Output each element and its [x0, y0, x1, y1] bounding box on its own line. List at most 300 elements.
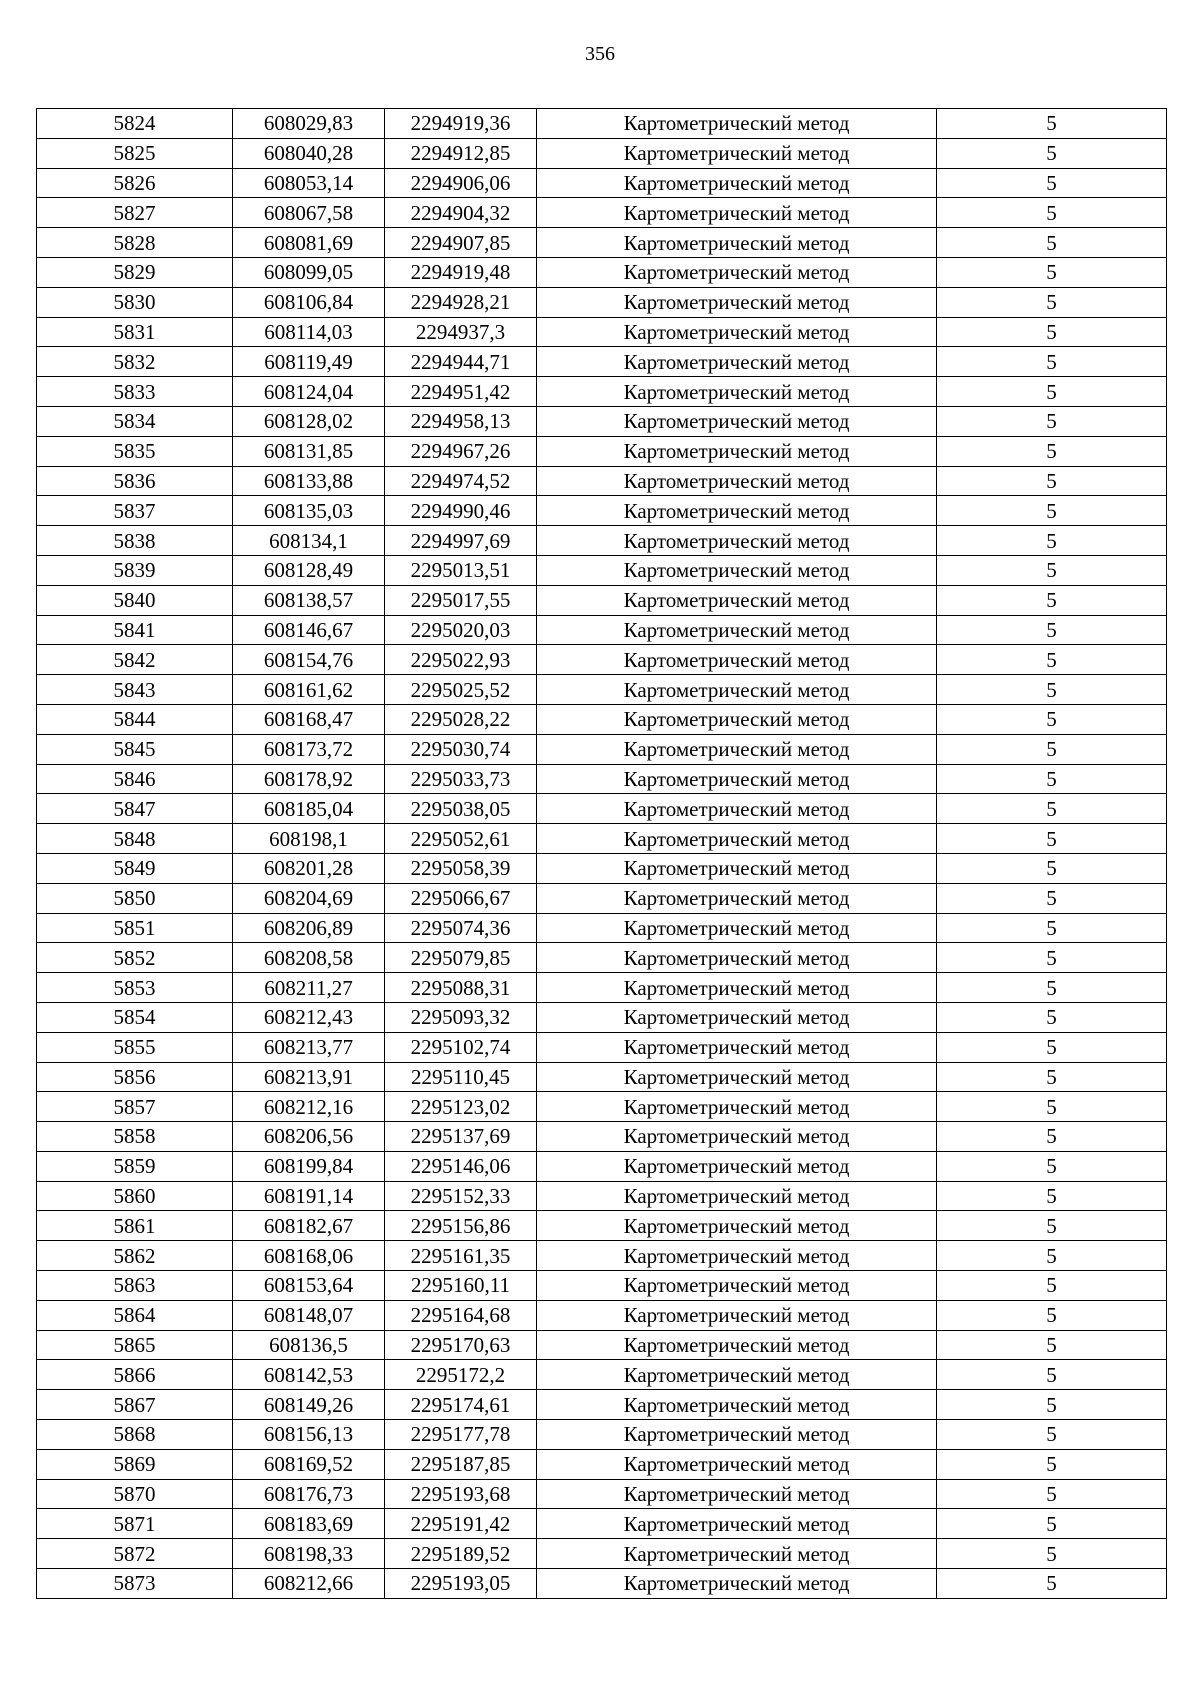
x-coordinate-cell: 608183,69 [233, 1509, 385, 1539]
accuracy-cell: 5 [937, 853, 1167, 883]
accuracy-cell: 5 [937, 1360, 1167, 1390]
table-row [37, 943, 1167, 973]
point-number-cell: 5873 [37, 1569, 233, 1599]
point-number-cell: 5869 [37, 1449, 233, 1479]
x-coordinate-cell: 608128,49 [233, 555, 385, 585]
point-number-cell: 5861 [37, 1211, 233, 1241]
page-number: 356 [585, 43, 615, 65]
x-coordinate-cell: 608191,14 [233, 1181, 385, 1211]
coordinates-table-body [37, 109, 1167, 1599]
method-cell: Картометрический метод [537, 1360, 937, 1390]
x-coordinate-cell: 608081,69 [233, 228, 385, 258]
x-coordinate-cell: 608206,56 [233, 1122, 385, 1152]
point-number-cell: 5834 [37, 406, 233, 436]
method-cell: Картометрический метод [537, 824, 937, 854]
point-number-cell: 5826 [37, 168, 233, 198]
point-number-cell: 5836 [37, 466, 233, 496]
x-coordinate-cell: 608154,76 [233, 645, 385, 675]
point-number-cell: 5853 [37, 973, 233, 1003]
method-cell: Картометрический метод [537, 257, 937, 287]
method-cell: Картометрический метод [537, 883, 937, 913]
method-cell: Картометрический метод [537, 228, 937, 258]
method-cell: Картометрический метод [537, 168, 937, 198]
point-number-cell: 5848 [37, 824, 233, 854]
x-coordinate-cell: 608204,69 [233, 883, 385, 913]
table-row [37, 1509, 1167, 1539]
accuracy-cell: 5 [937, 1569, 1167, 1599]
y-coordinate-cell: 2295164,68 [385, 1300, 537, 1330]
accuracy-cell: 5 [937, 794, 1167, 824]
method-cell: Картометрический метод [537, 1300, 937, 1330]
x-coordinate-cell: 608176,73 [233, 1479, 385, 1509]
point-number-cell: 5825 [37, 138, 233, 168]
accuracy-cell: 5 [937, 734, 1167, 764]
accuracy-cell: 5 [937, 1181, 1167, 1211]
y-coordinate-cell: 2295074,36 [385, 913, 537, 943]
x-coordinate-cell: 608142,53 [233, 1360, 385, 1390]
table-row [37, 287, 1167, 317]
accuracy-cell: 5 [937, 1032, 1167, 1062]
x-coordinate-cell: 608135,03 [233, 496, 385, 526]
accuracy-cell: 5 [937, 973, 1167, 1003]
y-coordinate-cell: 2294997,69 [385, 526, 537, 556]
point-number-cell: 5827 [37, 198, 233, 228]
accuracy-cell: 5 [937, 526, 1167, 556]
table-row [37, 1241, 1167, 1271]
table-row [37, 436, 1167, 466]
accuracy-cell: 5 [937, 1509, 1167, 1539]
point-number-cell: 5849 [37, 853, 233, 883]
y-coordinate-cell: 2295025,52 [385, 675, 537, 705]
point-number-cell: 5868 [37, 1420, 233, 1450]
y-coordinate-cell: 2294974,52 [385, 466, 537, 496]
x-coordinate-cell: 608198,33 [233, 1539, 385, 1569]
y-coordinate-cell: 2294937,3 [385, 317, 537, 347]
x-coordinate-cell: 608106,84 [233, 287, 385, 317]
point-number-cell: 5846 [37, 764, 233, 794]
x-coordinate-cell: 608153,64 [233, 1271, 385, 1301]
point-number-cell: 5858 [37, 1122, 233, 1152]
x-coordinate-cell: 608201,28 [233, 853, 385, 883]
x-coordinate-cell: 608133,88 [233, 466, 385, 496]
method-cell: Картометрический метод [537, 1539, 937, 1569]
table-row [37, 1569, 1167, 1599]
accuracy-cell: 5 [937, 138, 1167, 168]
y-coordinate-cell: 2294919,36 [385, 109, 537, 139]
y-coordinate-cell: 2294906,06 [385, 168, 537, 198]
accuracy-cell: 5 [937, 1122, 1167, 1152]
point-number-cell: 5851 [37, 913, 233, 943]
table-row [37, 168, 1167, 198]
method-cell: Картометрический метод [537, 1509, 937, 1539]
y-coordinate-cell: 2294944,71 [385, 347, 537, 377]
table-row [37, 883, 1167, 913]
point-number-cell: 5860 [37, 1181, 233, 1211]
accuracy-cell: 5 [937, 109, 1167, 139]
table-row [37, 317, 1167, 347]
method-cell: Картометрический метод [537, 406, 937, 436]
method-cell: Картометрический метод [537, 615, 937, 645]
point-number-cell: 5824 [37, 109, 233, 139]
method-cell: Картометрический метод [537, 853, 937, 883]
x-coordinate-cell: 608131,85 [233, 436, 385, 466]
method-cell: Картометрический метод [537, 555, 937, 585]
y-coordinate-cell: 2295079,85 [385, 943, 537, 973]
table-row [37, 973, 1167, 1003]
table-row [37, 1449, 1167, 1479]
x-coordinate-cell: 608213,91 [233, 1062, 385, 1092]
accuracy-cell: 5 [937, 1062, 1167, 1092]
point-number-cell: 5838 [37, 526, 233, 556]
method-cell: Картометрический метод [537, 675, 937, 705]
accuracy-cell: 5 [937, 1479, 1167, 1509]
x-coordinate-cell: 608149,26 [233, 1390, 385, 1420]
x-coordinate-cell: 608211,27 [233, 973, 385, 1003]
y-coordinate-cell: 2295156,86 [385, 1211, 537, 1241]
table-row [37, 675, 1167, 705]
y-coordinate-cell: 2294990,46 [385, 496, 537, 526]
point-number-cell: 5839 [37, 555, 233, 585]
y-coordinate-cell: 2294928,21 [385, 287, 537, 317]
y-coordinate-cell: 2295052,61 [385, 824, 537, 854]
method-cell: Картометрический метод [537, 347, 937, 377]
method-cell: Картометрический метод [537, 287, 937, 317]
x-coordinate-cell: 608173,72 [233, 734, 385, 764]
method-cell: Картометрический метод [537, 1271, 937, 1301]
table-row [37, 1151, 1167, 1181]
point-number-cell: 5835 [37, 436, 233, 466]
method-cell: Картометрический метод [537, 943, 937, 973]
x-coordinate-cell: 608040,28 [233, 138, 385, 168]
table-row [37, 734, 1167, 764]
table-row [37, 406, 1167, 436]
y-coordinate-cell: 2295088,31 [385, 973, 537, 1003]
x-coordinate-cell: 608168,06 [233, 1241, 385, 1271]
accuracy-cell: 5 [937, 198, 1167, 228]
table-row [37, 794, 1167, 824]
method-cell: Картометрический метод [537, 1181, 937, 1211]
method-cell: Картометрический метод [537, 1092, 937, 1122]
point-number-cell: 5872 [37, 1539, 233, 1569]
point-number-cell: 5854 [37, 1002, 233, 1032]
accuracy-cell: 5 [937, 764, 1167, 794]
x-coordinate-cell: 608114,03 [233, 317, 385, 347]
point-number-cell: 5862 [37, 1241, 233, 1271]
x-coordinate-cell: 608169,52 [233, 1449, 385, 1479]
accuracy-cell: 5 [937, 883, 1167, 913]
y-coordinate-cell: 2295028,22 [385, 704, 537, 734]
y-coordinate-cell: 2295093,32 [385, 1002, 537, 1032]
accuracy-cell: 5 [937, 675, 1167, 705]
accuracy-cell: 5 [937, 1330, 1167, 1360]
point-number-cell: 5859 [37, 1151, 233, 1181]
method-cell: Картометрический метод [537, 704, 937, 734]
point-number-cell: 5828 [37, 228, 233, 258]
x-coordinate-cell: 608213,77 [233, 1032, 385, 1062]
accuracy-cell: 5 [937, 168, 1167, 198]
method-cell: Картометрический метод [537, 1449, 937, 1479]
y-coordinate-cell: 2294912,85 [385, 138, 537, 168]
y-coordinate-cell: 2294919,48 [385, 257, 537, 287]
point-number-cell: 5867 [37, 1390, 233, 1420]
table-row [37, 466, 1167, 496]
accuracy-cell: 5 [937, 1420, 1167, 1450]
point-number-cell: 5832 [37, 347, 233, 377]
method-cell: Картометрический метод [537, 198, 937, 228]
table-row [37, 1420, 1167, 1450]
table-row [37, 228, 1167, 258]
x-coordinate-cell: 608206,89 [233, 913, 385, 943]
x-coordinate-cell: 608185,04 [233, 794, 385, 824]
accuracy-cell: 5 [937, 615, 1167, 645]
point-number-cell: 5864 [37, 1300, 233, 1330]
method-cell: Картометрический метод [537, 1241, 937, 1271]
point-number-cell: 5844 [37, 704, 233, 734]
y-coordinate-cell: 2295033,73 [385, 764, 537, 794]
y-coordinate-cell: 2294958,13 [385, 406, 537, 436]
method-cell: Картометрический метод [537, 496, 937, 526]
y-coordinate-cell: 2295152,33 [385, 1181, 537, 1211]
point-number-cell: 5863 [37, 1271, 233, 1301]
accuracy-cell: 5 [937, 1092, 1167, 1122]
y-coordinate-cell: 2295017,55 [385, 585, 537, 615]
table-row [37, 1300, 1167, 1330]
accuracy-cell: 5 [937, 257, 1167, 287]
point-number-cell: 5829 [37, 257, 233, 287]
x-coordinate-cell: 608156,13 [233, 1420, 385, 1450]
point-number-cell: 5865 [37, 1330, 233, 1360]
table-row [37, 1330, 1167, 1360]
y-coordinate-cell: 2295020,03 [385, 615, 537, 645]
y-coordinate-cell: 2294951,42 [385, 377, 537, 407]
x-coordinate-cell: 608168,47 [233, 704, 385, 734]
table-row [37, 764, 1167, 794]
point-number-cell: 5870 [37, 1479, 233, 1509]
method-cell: Картометрический метод [537, 1151, 937, 1181]
table-row [37, 615, 1167, 645]
table-row [37, 257, 1167, 287]
point-number-cell: 5850 [37, 883, 233, 913]
method-cell: Картометрический метод [537, 466, 937, 496]
accuracy-cell: 5 [937, 1241, 1167, 1271]
point-number-cell: 5830 [37, 287, 233, 317]
table-row [37, 645, 1167, 675]
x-coordinate-cell: 608198,1 [233, 824, 385, 854]
method-cell: Картометрический метод [537, 1420, 937, 1450]
method-cell: Картометрический метод [537, 973, 937, 1003]
accuracy-cell: 5 [937, 317, 1167, 347]
table-row [37, 347, 1167, 377]
accuracy-cell: 5 [937, 1271, 1167, 1301]
method-cell: Картометрический метод [537, 109, 937, 139]
table-row [37, 913, 1167, 943]
method-cell: Картометрический метод [537, 377, 937, 407]
method-cell: Картометрический метод [537, 585, 937, 615]
y-coordinate-cell: 2295146,06 [385, 1151, 537, 1181]
x-coordinate-cell: 608212,66 [233, 1569, 385, 1599]
y-coordinate-cell: 2295193,68 [385, 1479, 537, 1509]
x-coordinate-cell: 608136,5 [233, 1330, 385, 1360]
y-coordinate-cell: 2295022,93 [385, 645, 537, 675]
method-cell: Картометрический метод [537, 1062, 937, 1092]
table-row [37, 1539, 1167, 1569]
y-coordinate-cell: 2295193,05 [385, 1569, 537, 1599]
accuracy-cell: 5 [937, 585, 1167, 615]
point-number-cell: 5855 [37, 1032, 233, 1062]
point-number-cell: 5856 [37, 1062, 233, 1092]
table-row [37, 496, 1167, 526]
table-row [37, 555, 1167, 585]
y-coordinate-cell: 2295030,74 [385, 734, 537, 764]
accuracy-cell: 5 [937, 824, 1167, 854]
accuracy-cell: 5 [937, 436, 1167, 466]
y-coordinate-cell: 2295189,52 [385, 1539, 537, 1569]
table-row [37, 1211, 1167, 1241]
y-coordinate-cell: 2295137,69 [385, 1122, 537, 1152]
x-coordinate-cell: 608138,57 [233, 585, 385, 615]
y-coordinate-cell: 2295172,2 [385, 1360, 537, 1390]
x-coordinate-cell: 608053,14 [233, 168, 385, 198]
method-cell: Картометрический метод [537, 1122, 937, 1152]
x-coordinate-cell: 608199,84 [233, 1151, 385, 1181]
accuracy-cell: 5 [937, 377, 1167, 407]
table-row [37, 1032, 1167, 1062]
x-coordinate-cell: 608161,62 [233, 675, 385, 705]
x-coordinate-cell: 608128,02 [233, 406, 385, 436]
point-number-cell: 5837 [37, 496, 233, 526]
table-row [37, 377, 1167, 407]
x-coordinate-cell: 608119,49 [233, 347, 385, 377]
table-row [37, 1360, 1167, 1390]
accuracy-cell: 5 [937, 555, 1167, 585]
point-number-cell: 5833 [37, 377, 233, 407]
table-row [37, 138, 1167, 168]
table-row [37, 1479, 1167, 1509]
point-number-cell: 5866 [37, 1360, 233, 1390]
accuracy-cell: 5 [937, 1300, 1167, 1330]
method-cell: Картометрический метод [537, 1390, 937, 1420]
y-coordinate-cell: 2295123,02 [385, 1092, 537, 1122]
y-coordinate-cell: 2295191,42 [385, 1509, 537, 1539]
method-cell: Картометрический метод [537, 436, 937, 466]
method-cell: Картометрический метод [537, 1211, 937, 1241]
x-coordinate-cell: 608212,43 [233, 1002, 385, 1032]
y-coordinate-cell: 2295187,85 [385, 1449, 537, 1479]
table-row [37, 109, 1167, 139]
point-number-cell: 5831 [37, 317, 233, 347]
accuracy-cell: 5 [937, 347, 1167, 377]
y-coordinate-cell: 2295110,45 [385, 1062, 537, 1092]
table-row [37, 1181, 1167, 1211]
x-coordinate-cell: 608182,67 [233, 1211, 385, 1241]
point-number-cell: 5845 [37, 734, 233, 764]
y-coordinate-cell: 2294904,32 [385, 198, 537, 228]
y-coordinate-cell: 2295058,39 [385, 853, 537, 883]
accuracy-cell: 5 [937, 1390, 1167, 1420]
table-row [37, 1390, 1167, 1420]
accuracy-cell: 5 [937, 466, 1167, 496]
table-row [37, 1062, 1167, 1092]
method-cell: Картометрический метод [537, 1330, 937, 1360]
y-coordinate-cell: 2295013,51 [385, 555, 537, 585]
x-coordinate-cell: 608067,58 [233, 198, 385, 228]
accuracy-cell: 5 [937, 704, 1167, 734]
x-coordinate-cell: 608124,04 [233, 377, 385, 407]
y-coordinate-cell: 2295102,74 [385, 1032, 537, 1062]
method-cell: Картометрический метод [537, 1569, 937, 1599]
point-number-cell: 5871 [37, 1509, 233, 1539]
x-coordinate-cell: 608146,67 [233, 615, 385, 645]
method-cell: Картометрический метод [537, 794, 937, 824]
x-coordinate-cell: 608208,58 [233, 943, 385, 973]
y-coordinate-cell: 2295066,67 [385, 883, 537, 913]
accuracy-cell: 5 [937, 1151, 1167, 1181]
method-cell: Картометрический метод [537, 526, 937, 556]
accuracy-cell: 5 [937, 1449, 1167, 1479]
accuracy-cell: 5 [937, 406, 1167, 436]
y-coordinate-cell: 2295038,05 [385, 794, 537, 824]
x-coordinate-cell: 608134,1 [233, 526, 385, 556]
table-row [37, 824, 1167, 854]
method-cell: Картометрический метод [537, 645, 937, 675]
accuracy-cell: 5 [937, 496, 1167, 526]
method-cell: Картометрический метод [537, 1032, 937, 1062]
method-cell: Картометрический метод [537, 1479, 937, 1509]
y-coordinate-cell: 2294907,85 [385, 228, 537, 258]
point-number-cell: 5842 [37, 645, 233, 675]
method-cell: Картометрический метод [537, 764, 937, 794]
x-coordinate-cell: 608148,07 [233, 1300, 385, 1330]
method-cell: Картометрический метод [537, 913, 937, 943]
point-number-cell: 5847 [37, 794, 233, 824]
method-cell: Картометрический метод [537, 138, 937, 168]
y-coordinate-cell: 2295170,63 [385, 1330, 537, 1360]
coordinates-table [36, 108, 1167, 1599]
y-coordinate-cell: 2295161,35 [385, 1241, 537, 1271]
point-number-cell: 5843 [37, 675, 233, 705]
x-coordinate-cell: 608178,92 [233, 764, 385, 794]
y-coordinate-cell: 2295177,78 [385, 1420, 537, 1450]
y-coordinate-cell: 2294967,26 [385, 436, 537, 466]
table-row [37, 1092, 1167, 1122]
point-number-cell: 5840 [37, 585, 233, 615]
accuracy-cell: 5 [937, 913, 1167, 943]
x-coordinate-cell: 608212,16 [233, 1092, 385, 1122]
accuracy-cell: 5 [937, 645, 1167, 675]
accuracy-cell: 5 [937, 228, 1167, 258]
accuracy-cell: 5 [937, 1211, 1167, 1241]
method-cell: Картометрический метод [537, 317, 937, 347]
accuracy-cell: 5 [937, 1002, 1167, 1032]
y-coordinate-cell: 2295174,61 [385, 1390, 537, 1420]
table-row [37, 853, 1167, 883]
table-row [37, 1002, 1167, 1032]
table-row [37, 1122, 1167, 1152]
accuracy-cell: 5 [937, 287, 1167, 317]
table-row [37, 198, 1167, 228]
x-coordinate-cell: 608029,83 [233, 109, 385, 139]
table-row [37, 585, 1167, 615]
accuracy-cell: 5 [937, 1539, 1167, 1569]
point-number-cell: 5857 [37, 1092, 233, 1122]
table-row [37, 704, 1167, 734]
method-cell: Картометрический метод [537, 1002, 937, 1032]
point-number-cell: 5841 [37, 615, 233, 645]
x-coordinate-cell: 608099,05 [233, 257, 385, 287]
table-row [37, 1271, 1167, 1301]
accuracy-cell: 5 [937, 943, 1167, 973]
table-row [37, 526, 1167, 556]
